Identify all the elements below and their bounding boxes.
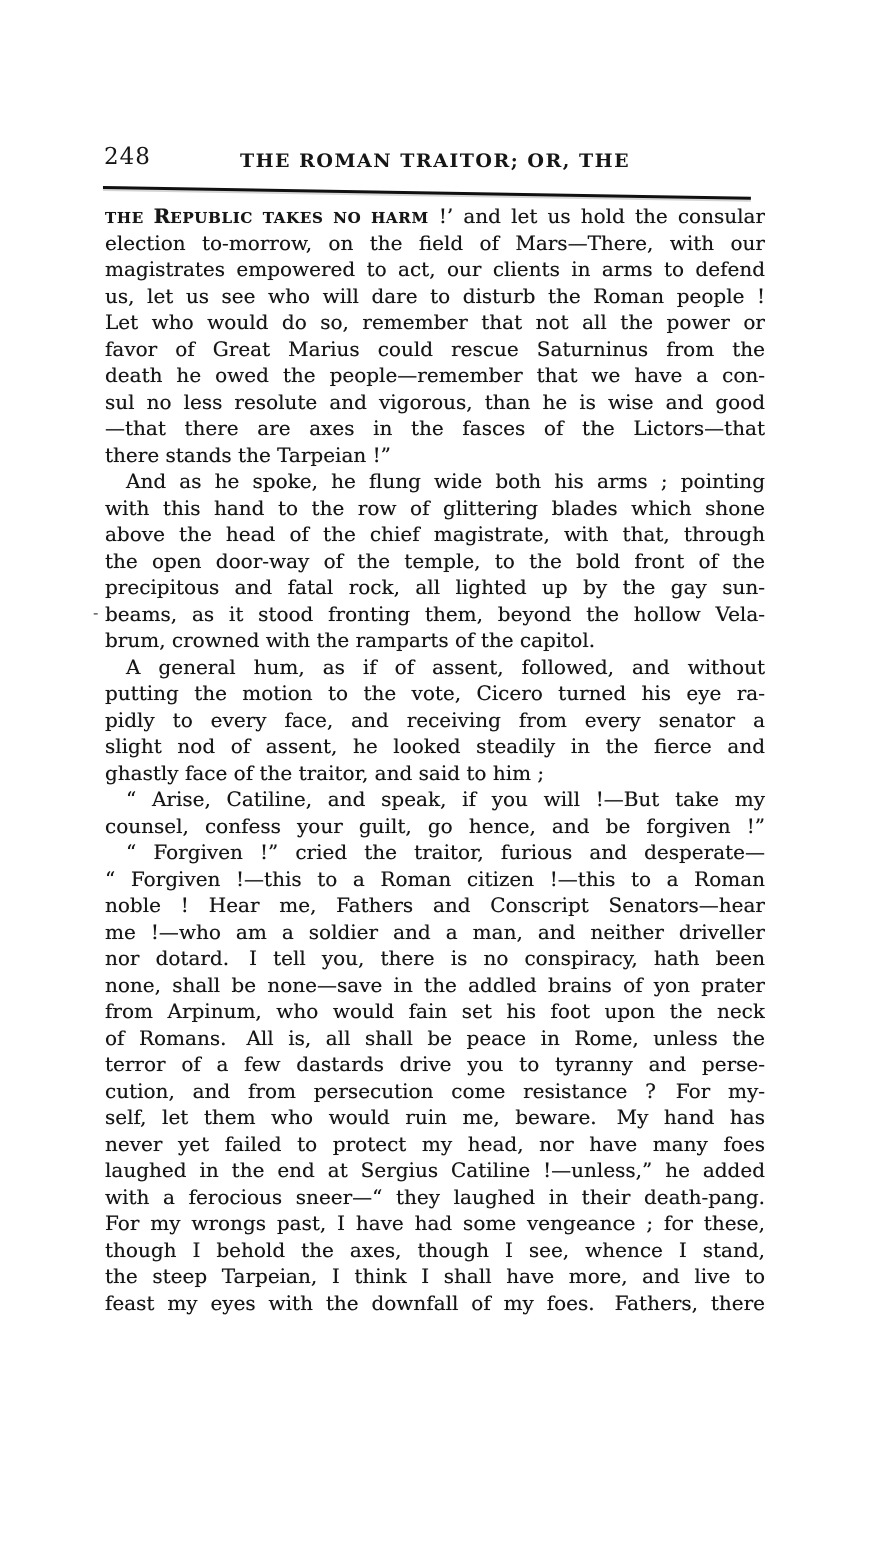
page-body-text (105, 203, 765, 1316)
running-title: THE ROMAN TRAITOR; OR, THE (239, 150, 631, 172)
text-line: cution, and from persecution come resistance ? For my- (105, 1078, 765, 1103)
text-line: brum, crowned with the ramparts of the capitol. (105, 628, 596, 652)
text-line: pidly to every face, and receiving from every senator a (105, 707, 765, 732)
text-line: the steep Tarpeian, I think I shall have more, and live to (105, 1264, 765, 1288)
text-line: self, let them who would ruin me, beware. My hand has (105, 1105, 765, 1129)
text-line: from Arpinum, who would fain set his foot upon the neck (105, 999, 765, 1023)
text-line: “ Arise, Catiline, and speak, if you will !—But take my (126, 787, 765, 811)
capital-letter: R (153, 204, 171, 228)
text-segment: !’ and let us hold the consular (428, 204, 765, 228)
text-line: with a ferocious sneer—“ they laughed in their death-pang. (105, 1184, 765, 1209)
text-line: For my wrongs past, I have had some vengeance ; for these, (105, 1211, 765, 1235)
text-line: magistrates empowered to act, our clients in arms to defend (105, 257, 765, 281)
text-line: there stands the Tarpeian !” (105, 442, 391, 467)
text-line (105, 203, 765, 230)
smallcaps-text: THE (105, 209, 154, 227)
text-line: And as he spoke, he flung wide both his arms ; pointing (126, 469, 765, 493)
text-line: beams, as it stood fronting them, beyond the hollow Vela- (105, 601, 765, 626)
text-line: us, let us see who will dare to disturb the Roman people ! (105, 283, 765, 308)
text-line: of Romans. All is, all shall be peace in Rome, unless the (105, 1025, 765, 1050)
text-line: A general hum, as if of assent, followed, and without (126, 654, 765, 679)
text-line: precipitous and fatal rock, all lighted up by the gay sun- (105, 575, 765, 599)
text-line: though I behold the axes, though I see, whence I stand, (105, 1237, 765, 1262)
text-line: putting the motion to the vote, Cicero turned his eye ra- (105, 681, 765, 705)
text-line: above the head of the chief magistrate, with that, through (105, 522, 765, 546)
text-line: counsel, confess your guilt, go hence, and be forgiven !” (105, 813, 765, 838)
text-line: the open door-way of the temple, to the bold front of the (105, 548, 765, 573)
text-line: me !—who am a soldier and a man, and neither driveller (105, 919, 765, 944)
text-line: terror of a few dastards drive you to tyranny and perse- (105, 1052, 765, 1076)
text-line: —that there are axes in the fasces of the Lictors—that (105, 416, 765, 440)
text-line: slight nod of assent, he looked steadily in the fierce and (105, 734, 765, 758)
text-line: “ Forgiven !” cried the traitor, furious and desperate— (126, 840, 765, 864)
text-line: sul no less resolute and vigorous, than he is wise and good (105, 389, 765, 414)
stray-hyphen-mark: - (93, 603, 99, 622)
text-line: with this hand to the row of glittering blades which shone (105, 495, 765, 520)
text-line: “ Forgiven !—this to a Roman citizen !—this to a Roman (105, 866, 765, 891)
text-line: none, shall be none—save in the addled brains of yon prater (105, 972, 765, 997)
text-line: Let who would do so, remember that not all the power or (105, 310, 765, 334)
text-line: feast my eyes with the downfall of my foes. Fathers, there (105, 1290, 765, 1315)
text-line: never yet failed to protect my head, nor have many foes (105, 1131, 765, 1156)
header-rule (103, 186, 751, 200)
text-line: election to-morrow, on the field of Mars—There, with our (105, 230, 765, 255)
page-number: 248 (104, 144, 151, 170)
text-line: ghastly face of the traitor, and said to him ; (105, 760, 545, 785)
smallcaps-text: EPUBLIC TAKES NO HARM (170, 209, 429, 227)
text-line: laughed in the end at Sergius Catiline !—unless,” he added (105, 1158, 765, 1182)
text-line: noble ! Hear me, Fathers and Conscript Senators—hear (105, 893, 765, 917)
text-line: death he owed the people—remember that we have a con- (105, 363, 765, 387)
text-line: favor of Great Marius could rescue Saturninus from the (105, 336, 765, 361)
text-line: nor dotard. I tell you, there is no conspiracy, hath been (105, 946, 765, 970)
